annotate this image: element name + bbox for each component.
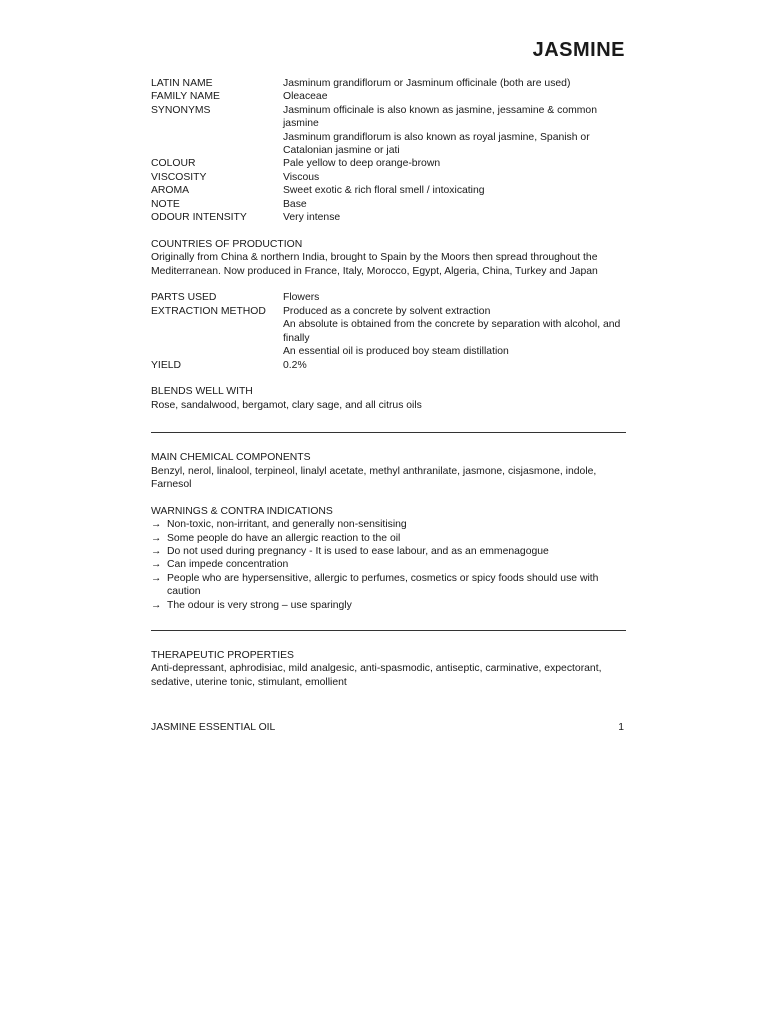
blends-heading: BLENDS WELL WITH — [151, 386, 253, 398]
warnings-list — [151, 518, 629, 612]
property-label: EXTRACTION METHOD — [151, 305, 266, 317]
property-label: COLOUR — [151, 158, 196, 170]
property-value — [283, 171, 629, 184]
property-row — [151, 77, 629, 90]
property-value-line: Sweet exotic & rich floral smell / intoxicating — [283, 185, 485, 197]
property-value-line: Jasminum grandiflorum is also known as royal jasmine, Spanish or Catalonian jasmine or jati — [283, 131, 590, 157]
warning-item — [151, 545, 629, 558]
property-value — [283, 157, 629, 170]
arrow-right-icon: → — [151, 599, 162, 611]
properties-table — [151, 77, 629, 224]
arrow-right-icon: → — [151, 519, 162, 531]
property-value-line: An absolute is obtained from the concrete by separation with alcohol, and finally — [283, 319, 621, 344]
property-row — [151, 198, 629, 211]
arrow-right-icon: → — [151, 545, 162, 557]
content — [151, 77, 629, 689]
footer-title: JASMINE ESSENTIAL OIL — [151, 722, 276, 733]
warning-item — [151, 558, 629, 571]
property-value-line: Very intense — [283, 212, 341, 224]
property-row — [151, 157, 629, 170]
property-row — [151, 171, 629, 184]
therapeutic-text: Anti-depressant, aphrodisiac, mild analgesic, anti-spasmodic, antiseptic, carminative, expectorant, sedative, uterine tonic, stimulant, emollient — [151, 663, 602, 688]
property-value-line: Jasminum officinale is also known as jasmine, jessamine & common jasmine — [283, 104, 597, 130]
property-value — [283, 211, 629, 224]
property-value — [283, 305, 629, 359]
property-label: SYNONYMS — [151, 104, 211, 116]
page-number: 1 — [618, 722, 624, 733]
warning-item — [151, 532, 629, 545]
property-value — [283, 359, 629, 372]
property-value — [283, 291, 629, 304]
property-row — [151, 359, 629, 372]
property-value-line: Base — [283, 198, 307, 210]
warning-item — [151, 599, 629, 612]
property-label: PARTS USED — [151, 292, 217, 304]
warning-text: Do not used during pregnancy - It is used to ease labour, and as an emmenagogue — [167, 545, 549, 557]
property-value — [283, 184, 629, 197]
warning-item — [151, 572, 629, 599]
property-value — [283, 90, 629, 103]
property-label: ODOUR INTENSITY — [151, 212, 247, 224]
property-row — [151, 305, 629, 359]
property-label: LATIN NAME — [151, 78, 213, 89]
property-value — [283, 104, 629, 158]
warning-text: Non-toxic, non-irritant, and generally non-sensitising — [167, 519, 407, 531]
page-title: JASMINE — [532, 39, 625, 61]
property-value — [283, 198, 629, 211]
warning-text: The odour is very strong – use sparingly — [167, 599, 352, 611]
warning-item — [151, 518, 629, 531]
property-row — [151, 291, 629, 304]
property-value-line: Viscous — [283, 171, 320, 183]
property-value-line: Pale yellow to deep orange-brown — [283, 158, 441, 170]
property-label: NOTE — [151, 198, 180, 210]
property-label: YIELD — [151, 359, 182, 371]
property-row — [151, 184, 629, 197]
property-label: VISCOSITY — [151, 171, 207, 183]
property-value — [283, 77, 629, 90]
property-value-line: Produced as a concrete by solvent extraction — [283, 305, 491, 317]
property-row — [151, 211, 629, 224]
countries-heading: COUNTRIES OF PRODUCTION — [151, 238, 303, 250]
chemical-text: Benzyl, nerol, linalool, terpineol, linalyl acetate, methyl anthranilate, jasmone, cisjasmone, indole, Farnesol — [151, 465, 597, 490]
warning-text: Some people do have an allergic reaction to the oil — [167, 532, 401, 544]
chemical-heading: MAIN CHEMICAL COMPONENTS — [151, 452, 311, 464]
property-value-line: An essential oil is produced boy steam distillation — [283, 346, 509, 358]
property-value-line: Oleaceae — [283, 91, 328, 103]
arrow-right-icon: → — [151, 532, 162, 544]
warning-text: Can impede concentration — [167, 559, 289, 571]
therapeutic-heading: THERAPEUTIC PROPERTIES — [151, 649, 294, 661]
property-row — [151, 104, 629, 158]
warnings-heading: WARNINGS & CONTRA INDICATIONS — [151, 505, 333, 517]
property-value-line: Flowers — [283, 292, 320, 304]
property-value-line: Jasminum grandiflorum or Jasminum officinale (both are used) — [283, 78, 571, 89]
property-value-line: 0.2% — [283, 359, 307, 371]
arrow-right-icon: → — [151, 559, 162, 571]
blends-text: Rose, sandalwood, bergamot, clary sage, and all citrus oils — [151, 399, 422, 411]
warning-text: People who are hypersensitive, allergic to perfumes, cosmetics or spicy foods should use with caution — [167, 572, 599, 598]
arrow-right-icon: → — [151, 572, 162, 584]
countries-text: Originally from China & northern India, brought to Spain by the Moors then spread throughout the Mediterranean. Now produced in France, Italy, Morocco, Egypt, Algeria, China, Turkey and Japan — [151, 252, 598, 277]
property-row — [151, 90, 629, 103]
property-label: AROMA — [151, 185, 190, 197]
property-label: FAMILY NAME — [151, 91, 220, 103]
page-footer — [151, 722, 624, 733]
production-table — [151, 291, 629, 371]
